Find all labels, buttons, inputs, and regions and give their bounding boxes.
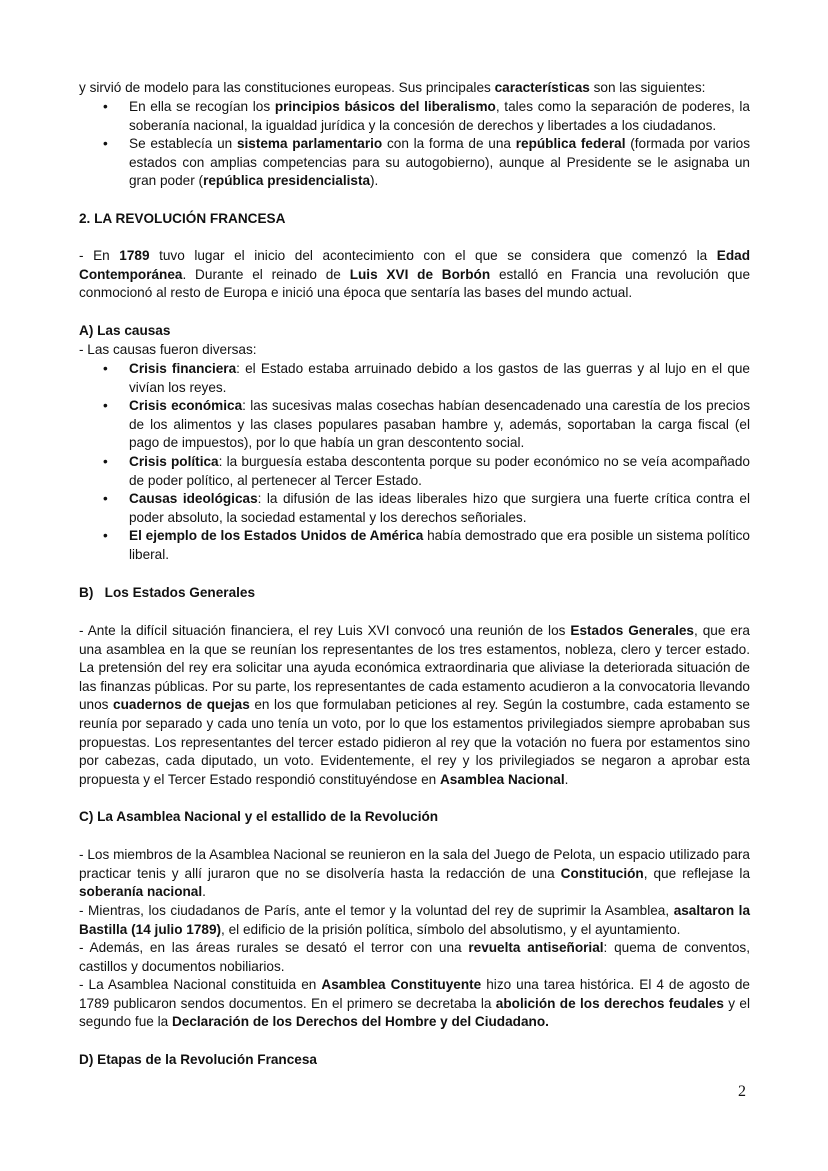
asamblea-paragraph-1: - Los miembros de la Asamblea Nacional se reunieron en la sala del Juego de Pelota, un espacio utilizado para practicar tenis y allí juraron que no se disolvería hasta la redacción de una Constitución, que reflejase la soberanía nacional.: [79, 847, 751, 900]
page-number: 2: [738, 1083, 746, 1100]
intro-bullet-list: [79, 98, 750, 191]
section-intro-paragraph: - En 1789 tuvo lugar el inicio del acontecimiento con el que se considera que comenzó la Edad Contemporánea. Durante el reinado de Luis XVI de Borbón estalló en Francia una revolución que conmocionó al resto de Europa e inició una época que sentaría las bases del mundo actual.: [79, 248, 751, 301]
subsection-heading-etapas: D) Etapas de la Revolución Francesa: [79, 1052, 317, 1067]
estados-paragraph: - Ante la difícil situación financiera, el rey Luis XVI convocó una reunión de los Estados Generales, que era una asamblea en la que se reunían los representantes de los tres estamentos, nobleza, clero y tercer estado. La pretensión del rey era solicitar una ayuda económica extraordinaria que aliviase la deteriorada situación de las finanzas públicas. Por su parte, los representantes de cada estamento acudieron a la convocatoria llevando unos cuadernos de quejas en los que formulaban peticiones al rey. Según la costumbre, cada estamento se reunía por separado y cada uno tenía un voto, por lo que los estamentos privilegiados siempre aprobaban sus propuestas. Los representantes del tercer estado pidieron al rey que la votación no fuera por estamentos sino por cabezas, cada diputado, un voto. Evidentemente, el rey y los privilegiados se negaron a aprobar esta propuesta y el Tercer Estado respondió constituyéndose en Asamblea Nacional.: [79, 623, 750, 787]
list-item: • Causas ideológicas: la difusión de las ideas liberales hizo que surgiera una fuerte crítica contra el poder absoluto, la sociedad estamental y los derechos señoriales.: [79, 490, 750, 527]
bold-text: características: [494, 80, 590, 95]
list-item: • El ejemplo de los Estados Unidos de América había demostrado que era posible un sistema político liberal.: [79, 527, 750, 564]
list-item: • Crisis política: la burguesía estaba descontenta porque su poder económico no se veía acompañado de poder político, al pertenecer al Tercer Estado.: [79, 453, 750, 490]
intro-paragraph: [79, 79, 750, 98]
subsection-heading-causas: A) Las causas: [79, 323, 171, 338]
list-item: • En ella se recogían los principios básicos del liberalismo, tales como la separación de poderes, la soberanía nacional, la igualdad jurídica y la concesión de derechos y libertades a los ciudadanos.: [79, 98, 750, 135]
subsection-heading-estados: B) Los Estados Generales: [79, 585, 256, 600]
causas-intro: - Las causas fueron diversas:: [79, 342, 257, 357]
subsection-heading-asamblea: C) La Asamblea Nacional y el estallido de la Revolución: [79, 809, 439, 824]
text: y sirvió de modelo para las constituciones europeas. Sus principales: [79, 80, 495, 95]
asamblea-paragraph-3: - Además, en las áreas rurales se desató el terror con una revuelta antiseñorial: quema de conventos, castillos y documentos nobiliarios.: [79, 940, 751, 974]
list-item: • Crisis financiera: el Estado estaba arruinado debido a los gastos de las guerras y al lujo en el que vivían los reyes.: [79, 360, 750, 397]
causas-list: [79, 360, 750, 565]
text: son las siguientes:: [589, 80, 706, 95]
section-title: 2. LA REVOLUCIÓN FRANCESA: [79, 211, 286, 226]
asamblea-paragraph-2: - Mientras, los ciudadanos de París, ante el temor y la voluntad del rey de suprimir la Asamblea, asaltaron la Bastilla (14 julio 1789), el edificio de la prisión política, símbolo del absolutismo, y el ayuntamiento.: [79, 903, 751, 937]
asamblea-paragraph-4: - La Asamblea Nacional constituida en Asamblea Constituyente hizo una tarea histórica. El 4 de agosto de 1789 publicaron sendos documentos. En el primero se decretaba la abolición de los derechos feudales y el segundo fue la Declaración de los Derechos del Hombre y del Ciudadano.: [79, 977, 751, 1030]
list-item: • Se establecía un sistema parlamentario con la forma de una república federal (formada por varios estados con amplias competencias para su autogobierno), aunque al Presidente se le asignaba un gran poder (república presidencialista).: [79, 135, 750, 191]
list-item: • Crisis económica: las sucesivas malas cosechas habían desencadenado una carestía de los precios de los alimentos y las clases populares pasaban hambre y, además, soportaban la carga fiscal (el pago de impuestos), por lo que había un gran descontento social.: [79, 397, 750, 453]
